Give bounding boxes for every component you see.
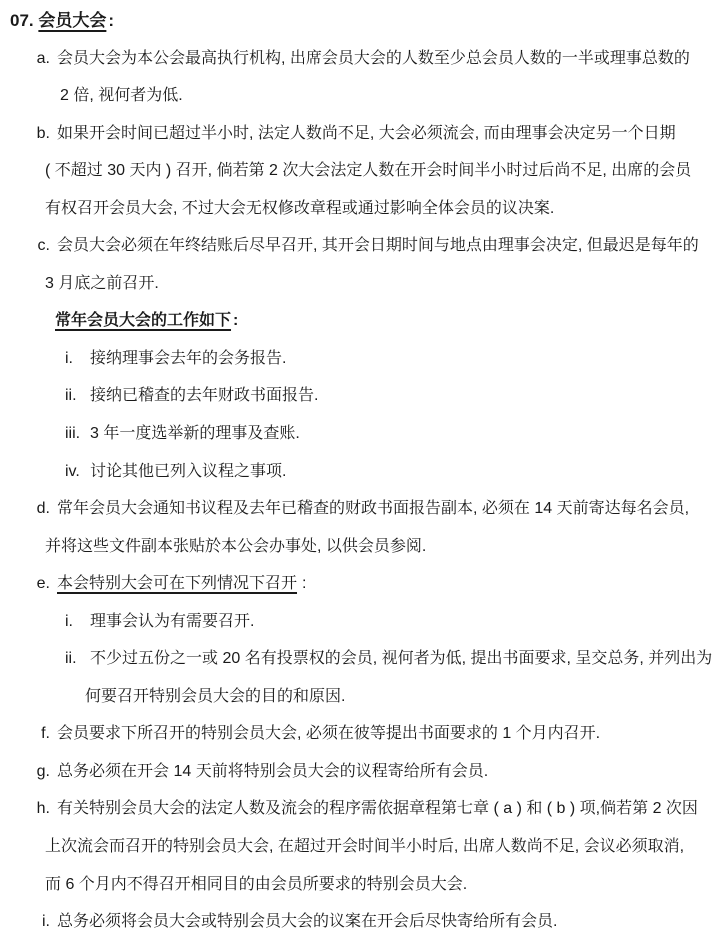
- agm-tasks-heading-text: 常年会员大会的工作如下: [55, 312, 232, 330]
- egm-condition-1-marker: i.: [65, 612, 73, 630]
- egm-condition-item: [0, 640, 720, 678]
- clause-h-line-3: [0, 866, 720, 904]
- clause-h-marker: h.: [36, 800, 50, 818]
- clause-d-line-2: [0, 528, 720, 566]
- clause-h-line-1: [0, 790, 720, 828]
- clause-a-marker: a.: [36, 49, 50, 67]
- clause-d-marker: d.: [36, 500, 50, 518]
- agm-task-2-text: 接纳已稽查的去年财政书面报告.: [90, 387, 319, 405]
- clause-e-marker: e.: [36, 575, 50, 593]
- agm-task-2-marker: ii.: [65, 387, 77, 405]
- clause-f-line-1: [0, 715, 720, 753]
- agm-task-1-text: 接纳理事会去年的会务报告.: [90, 349, 287, 367]
- clause-h-text-1: 有关特别会员大会的法定人数及流会的程序需依据章程第七章 ( a ) 和 ( b ) 项,倘若第 2 次因: [57, 800, 698, 818]
- clause-c-marker: c.: [37, 237, 50, 255]
- clause-b-text-1: 如果开会时间已超过半小时, 法定人数尚不足, 大会必须流会, 而由理事会决定另一个日期: [57, 124, 676, 142]
- clause-h-line-2: [0, 828, 720, 866]
- agm-task-item: [0, 340, 720, 378]
- agm-task-3-text: 3 年一度选举新的理事及查账.: [90, 425, 300, 443]
- clause-a-line-1: [0, 40, 720, 78]
- agm-tasks-heading: [0, 302, 720, 340]
- clause-a-text-2: 2 倍, 视何者为低.: [60, 87, 183, 105]
- agm-task-1-marker: i.: [65, 349, 73, 367]
- egm-condition-2-line-2: [0, 678, 720, 716]
- clause-c-text-2: 3 月底之前召开.: [45, 274, 159, 292]
- clause-i-line-1: [0, 903, 720, 941]
- clause-g-line-1: [0, 753, 720, 791]
- clause-f-text: 会员要求下所召开的特别会员大会, 必须在彼等提出书面要求的 1 个月内召开.: [57, 725, 601, 743]
- clause-b-marker: b.: [36, 124, 50, 142]
- clause-i-marker: i.: [42, 913, 50, 931]
- clause-d-line-1: [0, 490, 720, 528]
- agm-task-item: [0, 415, 720, 453]
- clause-b-text-3: 有权召开会员大会, 不过大会无权修改章程或通过影响全体会员的议决案.: [45, 199, 555, 217]
- clause-i-text: 总务必须将会员大会或特别会员大会的议案在开会后尽快寄给所有会员.: [57, 913, 558, 931]
- egm-condition-2-text-2: 何要召开特别会员大会的目的和原因.: [85, 687, 346, 705]
- egm-condition-item: [0, 603, 720, 641]
- egm-condition-1-text: 理事会认为有需要召开.: [90, 612, 255, 630]
- clause-g-text: 总务必须在开会 14 天前将特别会员大会的议程寄给所有会员.: [57, 762, 489, 780]
- agm-task-4-text: 讨论其他已列入议程之事项.: [90, 462, 287, 480]
- egm-condition-2-marker: ii.: [65, 650, 77, 668]
- clause-f-marker: f.: [41, 725, 50, 743]
- clause-e-colon: :: [302, 575, 307, 593]
- clause-c-line-2: [0, 265, 720, 303]
- clause-d-text-1: 常年会员大会通知书议程及去年已稽查的财政书面报告副本, 必须在 14 天前寄达每名会员,: [57, 500, 690, 518]
- clause-b-line-1: [0, 115, 720, 153]
- clause-h-text-3: 而 6 个月内不得召开相同目的由会员所要求的特别会员大会.: [45, 875, 468, 893]
- clause-a-text-1: 会员大会为本公会最高执行机构, 出席会员大会的人数至少总会员人数的一半或理事总数的: [57, 49, 690, 67]
- section-number: 07.: [10, 11, 34, 30]
- clause-h-text-2: 上次流会而召开的特别会员大会, 在超过开会时间半小时后, 出席人数尚不足, 会议必须取消,: [45, 838, 685, 856]
- section-heading: [0, 2, 720, 40]
- agm-tasks-heading-colon: :: [233, 312, 239, 330]
- clause-b-text-2: ( 不超过 30 天内 ) 召开, 倘若第 2 次大会法定人数在开会时间半小时过后尚不足, 出席的会员: [45, 162, 692, 180]
- clause-c-text-1: 会员大会必须在年终结账后尽早召开, 其开会日期时间与地点由理事会决定, 但最迟是每年的: [57, 237, 699, 255]
- clause-b-line-3: [0, 190, 720, 228]
- clause-e-text: 本会特别大会可在下列情况下召开: [57, 575, 298, 593]
- clause-e-line-1: [0, 565, 720, 603]
- clause-b-line-2: [0, 152, 720, 190]
- agm-task-3-marker: iii.: [65, 425, 81, 443]
- clause-c-line-1: [0, 227, 720, 265]
- egm-condition-2-text-1: 不少过五份之一或 20 名有投票权的会员, 视何者为低, 提出书面要求, 呈交总务, 并列出为: [90, 650, 713, 668]
- clause-g-marker: g.: [36, 762, 50, 780]
- agm-task-4-marker: iv.: [65, 462, 80, 480]
- clause-a-line-2: [0, 77, 720, 115]
- section-title: 会员大会: [38, 11, 107, 30]
- agm-task-item: [0, 377, 720, 415]
- agm-task-item: [0, 453, 720, 491]
- section-title-colon: :: [108, 11, 115, 30]
- clause-d-text-2: 并将这些文件副本张贴於本公会办事处, 以供会员参阅.: [45, 537, 427, 555]
